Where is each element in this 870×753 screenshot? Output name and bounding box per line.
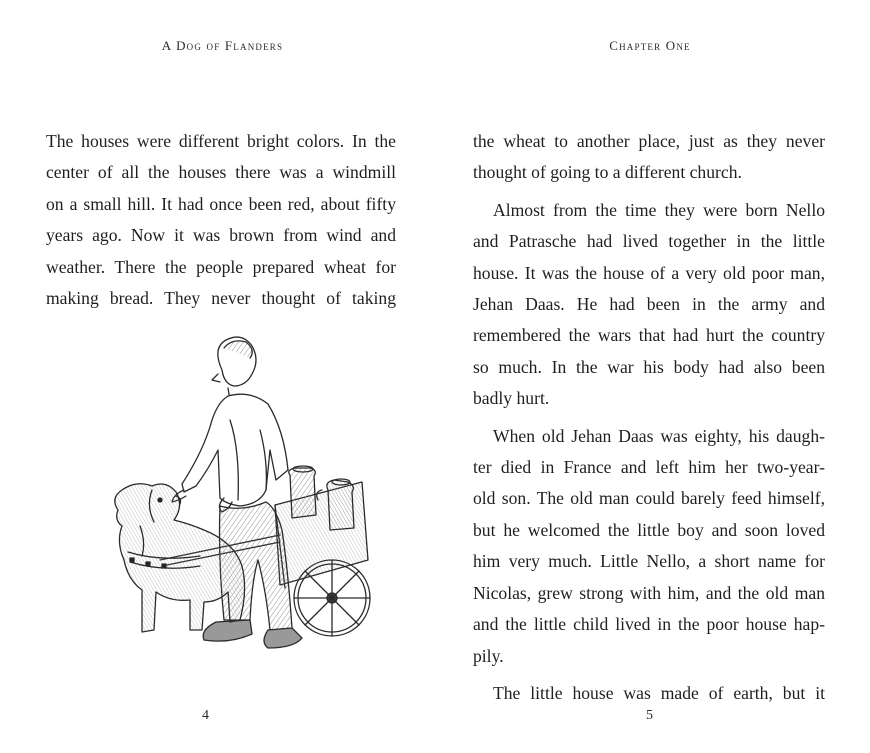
text-line: weather. There the people prepared wheat for (46, 256, 396, 277)
text-line: pily. (473, 645, 504, 666)
text-line: making bread. They never thought of taking (46, 288, 396, 309)
text-line: house. It was the house of a very old poor man, (473, 262, 825, 283)
left-page-text (46, 126, 396, 314)
page-number-left: 4 (202, 708, 209, 723)
text-line: badly hurt. (473, 388, 550, 409)
page-number-right: 5 (646, 708, 653, 723)
text-line: and Patrasche had lived together in the little (473, 231, 825, 252)
text-line: thought of going to a different church. (473, 162, 742, 183)
text-line: The little house was made of earth, but it (493, 682, 825, 703)
text-line: center of all the houses there was a windmill (46, 162, 396, 183)
text-line: on a small hill. It had once been red, about fifty (46, 193, 396, 214)
right-page (435, 0, 870, 753)
illustration-boy-dog-cart (100, 330, 390, 690)
text-line: and the little child lived in the poor house hap- (473, 614, 825, 635)
running-head-left: A Dog of Flanders (161, 38, 284, 53)
text-line: remembered the wars that had hurt the country (473, 325, 825, 346)
text-line: the wheat to another place, just as they never (473, 131, 825, 151)
text-line: old son. The old man could barely feed himself, (473, 488, 825, 509)
right-page-text (473, 126, 825, 709)
text-line: When old Jehan Daas was eighty, his daugh- (493, 425, 825, 446)
text-line: Jehan Daas. He had been in the army and (473, 294, 825, 315)
text-line: years ago. Now it was brown from wind and (46, 225, 396, 246)
text-line: Almost from the time they were born Nello (493, 199, 825, 220)
text-line: so much. In the war his body had also been (473, 356, 825, 377)
text-line: Nicolas, grew strong with him, and the old man (473, 582, 825, 603)
text-line: him very much. Little Nello, a short name for (473, 551, 825, 572)
text-line: ter died in France and left him her two-year- (473, 457, 825, 478)
text-line: but he welcomed the little boy and soon loved (473, 519, 825, 540)
running-head-right: Chapter One (609, 38, 691, 53)
text-line: The houses were different bright colors. In the (46, 131, 396, 151)
